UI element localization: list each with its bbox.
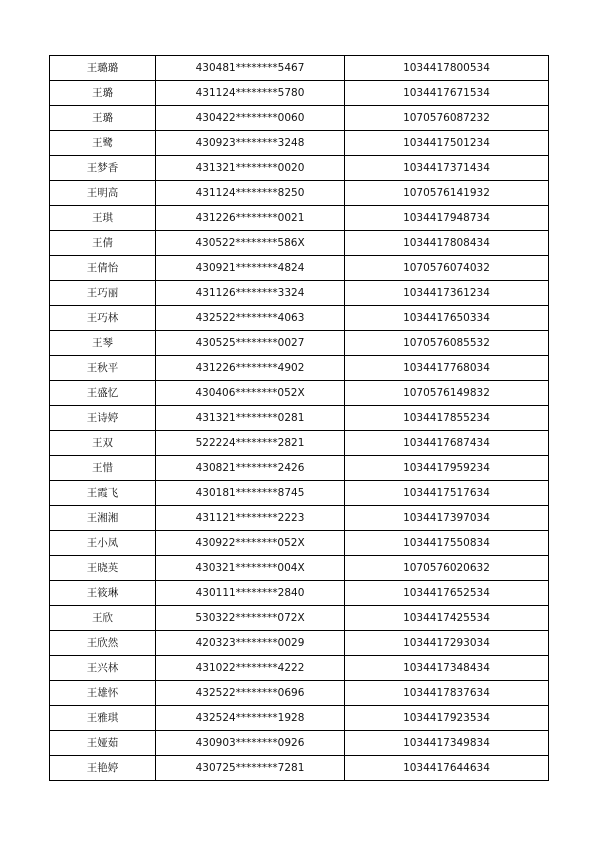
- roster-body: [50, 56, 549, 781]
- id-number-cell: 431022********4222: [156, 656, 345, 681]
- name-cell: 王璐: [50, 106, 156, 131]
- name-cell: 王诗婷: [50, 406, 156, 431]
- id-number-cell: 430725********7281: [156, 756, 345, 781]
- exam-number-cell: 1034417397034: [345, 506, 549, 531]
- id-number-cell: 420323********0029: [156, 631, 345, 656]
- table-row: [50, 381, 549, 406]
- table-row: [50, 531, 549, 556]
- exam-number-cell: 1034417644634: [345, 756, 549, 781]
- name-cell: 王双: [50, 431, 156, 456]
- exam-number-cell: 1070576141932: [345, 181, 549, 206]
- table-row: [50, 481, 549, 506]
- id-number-cell: 431126********3324: [156, 281, 345, 306]
- exam-number-cell: 1034417959234: [345, 456, 549, 481]
- id-number-cell: 430921********4824: [156, 256, 345, 281]
- name-cell: 王鹭: [50, 131, 156, 156]
- id-number-cell: 430422********0060: [156, 106, 345, 131]
- exam-number-cell: 1070576020632: [345, 556, 549, 581]
- table-row: [50, 556, 549, 581]
- table-row: [50, 706, 549, 731]
- id-number-cell: 430111********2840: [156, 581, 345, 606]
- exam-number-cell: 1034417501234: [345, 131, 549, 156]
- name-cell: 王艳婷: [50, 756, 156, 781]
- name-cell: 王琴: [50, 331, 156, 356]
- name-cell: 王巧林: [50, 306, 156, 331]
- name-cell: 王雅琪: [50, 706, 156, 731]
- id-number-cell: 430923********3248: [156, 131, 345, 156]
- table-row: [50, 56, 549, 81]
- table-row: [50, 256, 549, 281]
- name-cell: 王璐璐: [50, 56, 156, 81]
- exam-number-cell: 1034417948734: [345, 206, 549, 231]
- id-number-cell: 430522********586X: [156, 231, 345, 256]
- name-cell: 王秋平: [50, 356, 156, 381]
- exam-number-cell: 1034417671534: [345, 81, 549, 106]
- id-number-cell: 430922********052X: [156, 531, 345, 556]
- id-number-cell: 530322********072X: [156, 606, 345, 631]
- table-row: [50, 406, 549, 431]
- exam-number-cell: 1034417687434: [345, 431, 549, 456]
- table-row: [50, 231, 549, 256]
- exam-number-cell: 1034417371434: [345, 156, 549, 181]
- table-row: [50, 431, 549, 456]
- name-cell: 王璐: [50, 81, 156, 106]
- table-row: [50, 356, 549, 381]
- id-number-cell: 430525********0027: [156, 331, 345, 356]
- name-cell: 王霞飞: [50, 481, 156, 506]
- id-number-cell: 431124********5780: [156, 81, 345, 106]
- name-cell: 王小凤: [50, 531, 156, 556]
- id-number-cell: 431321********0020: [156, 156, 345, 181]
- table-row: [50, 331, 549, 356]
- name-cell: 王娅茹: [50, 731, 156, 756]
- id-number-cell: 430406********052X: [156, 381, 345, 406]
- table-row: [50, 731, 549, 756]
- exam-number-cell: 1034417650334: [345, 306, 549, 331]
- id-number-cell: 432524********1928: [156, 706, 345, 731]
- exam-number-cell: 1034417652534: [345, 581, 549, 606]
- id-number-cell: 431226********4902: [156, 356, 345, 381]
- table-row: [50, 506, 549, 531]
- table-row: [50, 656, 549, 681]
- name-cell: 王倩: [50, 231, 156, 256]
- table-row: [50, 181, 549, 206]
- id-number-cell: 431226********0021: [156, 206, 345, 231]
- exam-number-cell: 1034417517634: [345, 481, 549, 506]
- table-row: [50, 606, 549, 631]
- name-cell: 王惜: [50, 456, 156, 481]
- table-row: [50, 756, 549, 781]
- name-cell: 王筱琳: [50, 581, 156, 606]
- table-row: [50, 131, 549, 156]
- exam-number-cell: 1034417855234: [345, 406, 549, 431]
- name-cell: 王盛忆: [50, 381, 156, 406]
- exam-number-cell: 1070576149832: [345, 381, 549, 406]
- exam-number-cell: 1034417923534: [345, 706, 549, 731]
- exam-number-cell: 1070576074032: [345, 256, 549, 281]
- table-row: [50, 106, 549, 131]
- table-row: [50, 456, 549, 481]
- exam-number-cell: 1034417348434: [345, 656, 549, 681]
- roster-table: [49, 55, 549, 781]
- exam-number-cell: 1070576085532: [345, 331, 549, 356]
- exam-number-cell: 1034417800534: [345, 56, 549, 81]
- table-row: [50, 306, 549, 331]
- exam-number-cell: 1034417425534: [345, 606, 549, 631]
- table-row: [50, 281, 549, 306]
- name-cell: 王湘湘: [50, 506, 156, 531]
- id-number-cell: 432522********4063: [156, 306, 345, 331]
- table-row: [50, 81, 549, 106]
- exam-number-cell: 1034417768034: [345, 356, 549, 381]
- exam-number-cell: 1034417293034: [345, 631, 549, 656]
- name-cell: 王倩怡: [50, 256, 156, 281]
- exam-number-cell: 1034417349834: [345, 731, 549, 756]
- exam-number-cell: 1034417808434: [345, 231, 549, 256]
- id-number-cell: 430321********004X: [156, 556, 345, 581]
- exam-number-cell: 1034417550834: [345, 531, 549, 556]
- name-cell: 王明高: [50, 181, 156, 206]
- name-cell: 王巧丽: [50, 281, 156, 306]
- id-number-cell: 522224********2821: [156, 431, 345, 456]
- name-cell: 王琪: [50, 206, 156, 231]
- table-row: [50, 681, 549, 706]
- id-number-cell: 430821********2426: [156, 456, 345, 481]
- exam-number-cell: 1034417837634: [345, 681, 549, 706]
- id-number-cell: 431124********8250: [156, 181, 345, 206]
- id-number-cell: 431121********2223: [156, 506, 345, 531]
- name-cell: 王晓英: [50, 556, 156, 581]
- table-row: [50, 631, 549, 656]
- id-number-cell: 430903********0926: [156, 731, 345, 756]
- table-row: [50, 581, 549, 606]
- table-row: [50, 156, 549, 181]
- id-number-cell: 431321********0281: [156, 406, 345, 431]
- name-cell: 王欣然: [50, 631, 156, 656]
- name-cell: 王梦香: [50, 156, 156, 181]
- exam-number-cell: 1070576087232: [345, 106, 549, 131]
- id-number-cell: 432522********0696: [156, 681, 345, 706]
- exam-number-cell: 1034417361234: [345, 281, 549, 306]
- name-cell: 王欣: [50, 606, 156, 631]
- id-number-cell: 430481********5467: [156, 56, 345, 81]
- name-cell: 王兴林: [50, 656, 156, 681]
- id-number-cell: 430181********8745: [156, 481, 345, 506]
- name-cell: 王雄怀: [50, 681, 156, 706]
- table-row: [50, 206, 549, 231]
